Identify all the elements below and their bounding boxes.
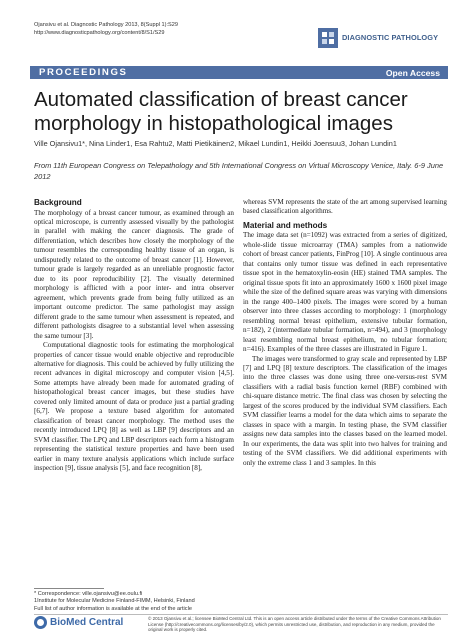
affiliation-note: 1Institute for Molecular Medicine Finland-FIMM, Helsinki, Finland <box>34 598 195 605</box>
citation-header <box>34 22 178 37</box>
journal-logo <box>318 28 439 48</box>
publisher-logo-icon <box>34 616 47 629</box>
background-continuation: whereas SVM represents the state of the art among supervised learning based classification algorithms. <box>243 198 447 216</box>
footnote-divider <box>34 588 104 589</box>
article-type-label: PROCEEDINGS <box>39 67 128 78</box>
footnotes <box>34 591 234 613</box>
left-column <box>34 198 234 584</box>
journal-logo-icon <box>318 28 338 48</box>
correspondence-note: * Correspondence: ville.ojansivu@ee.oulu.fi <box>34 591 143 597</box>
article-url[interactable]: http://www.diagnosticpathology.org/content/8/S1/S29 <box>34 29 165 36</box>
publisher-logo <box>34 616 144 630</box>
background-paragraph: The morphology of a breast cancer tumour, as examined through an optical microscope, is currently assessed visually by the pathologist in parallel with making the cancer diagnosis. The grade of differentiation, which describes how closely the morphology of the tumour resembles the corresponding healthy tissue of an organ, is undisputedly related to the outcome of breast cancer [1]. However, tumour grade is largely regarded as an unreliable prognostic factor due to its poor reproducibility [2]. The visually determined morphology is afflicted with a poor inter- and intra observer agreement, which prevents grade from being fully utilized as an important outcome predictor. The same pathologist may assign different grade to the same tumour when assessment is repeated, and different pathologists disagree to a substantial level when assessing the same tumour [3]. <box>34 208 234 340</box>
journal-logo-text: DIAGNOSTIC PATHOLOGY <box>342 33 439 42</box>
conference-info: From 11th European Congress on Telepathology and 5th International Congress on Virtual Microscopy Venice, Italy. 6-9 June 2012 <box>34 161 444 181</box>
license-text: © 2013 Ojansivu et al.; licensee BioMed Central Ltd. This is an open access article distributed under the terms of the Creative Commons Attribution License (http://creativecommons.org/licenses/by/2.0), which permits unrestricted use, distribution, and reproduction in any medium, provided the original work is properly cited. <box>148 616 441 633</box>
right-column <box>243 198 447 468</box>
article-title: Automated classification of breast cancer morphology in histopathological images <box>34 88 408 135</box>
methods-paragraph: The images were transformed to gray scale and represented by LBP [7] and LPQ [8] texture descriptors. The classification of the images into the three classes was done using three one-versus-rest SVM classifiers with a radial basis function kernel (RBF) combined with chi-square distance metric. The final class was chosen by selecting the largest of the scores produced by the individual SVM classifiers. Each SVM classifier learns a model for the data which aims to separate the classes in space with a margin. In testing phase, the SVM classifier assigns new data samples into the classes based on the learned model. In our experiments, the data was split into two halves for training and testing of the SVM classifiers. We did additional experiments with only the extreme class 1 and 3 samples. In this <box>243 354 447 467</box>
background-heading: Background <box>34 198 82 207</box>
methods-heading: Material and methods <box>243 220 328 230</box>
article-type-banner <box>30 66 448 79</box>
author-info-note: Full list of author information is available at the end of the article <box>34 605 192 612</box>
background-paragraph: Computational diagnostic tools for estimating the morphological properties of cancer tissue would enable objective and reproducible alternative for diagnosis. This could be achieved by fully utilizing the recent advances in digital microscopy and computer vision [4,5]. Some attempts have already been made for automated grading of histopathological breast cancer images, but these studies have covered only limited amount of data or produce just a partial grading [6,7]. We propose a texture based algorithm for automated classification of breast cancer morphology. The method uses the recently introduced LPQ [8] as well as LBP [9] descriptors and an SVM classifier. The LPQ and LBP descriptors each form a histogram representing the statistical texture properties and have been used earlier in many texture analysis applications which include surface inspection [9], tissue analysis [5], and face recognition [8], <box>34 341 234 473</box>
footer-divider <box>34 614 448 615</box>
author-list: Ville Ojansivu1*, Nina Linder1, Esa Rahtu2, Matti Pietikäinen2, Mikael Lundin1, Heikki Joensuu3, Johan Lundin1 <box>34 139 397 148</box>
open-access-label: Open Access <box>385 67 440 78</box>
publisher-name: BioMed Central <box>50 617 124 628</box>
methods-paragraph: The image data set (n=1092) was extracted from a series of digitized, whole-slide tissue microarray (TMA) samples from a nationwide cohort of breast cancer patients, FinProg [10]. A single continuous area that contains only tumor tissue was defined in each representative tissue spot in the hematoxylin-eosin (HE) stained TMA samples. The original tissue spots fit into an approximately 1600 x 1600 pixel image while the size of the defined square areas was varying with dimensions in the range 400–1400 pixels. The images were scored by a human observer into three classes according to morphology: 1 (morphology resembling normal breast epithelium, extensive tubular formation, n=182), 2 (intermediate tubular formation, n=494), and 3 (morphology least resembling normal breast epithelium, no tubular formation; n=416). Examples of the three classes are illustrated in Figure 1. <box>243 231 447 354</box>
citation-line: Ojansivu et al. Diagnostic Pathology 2013, 8(Suppl 1):S29 <box>34 22 178 28</box>
